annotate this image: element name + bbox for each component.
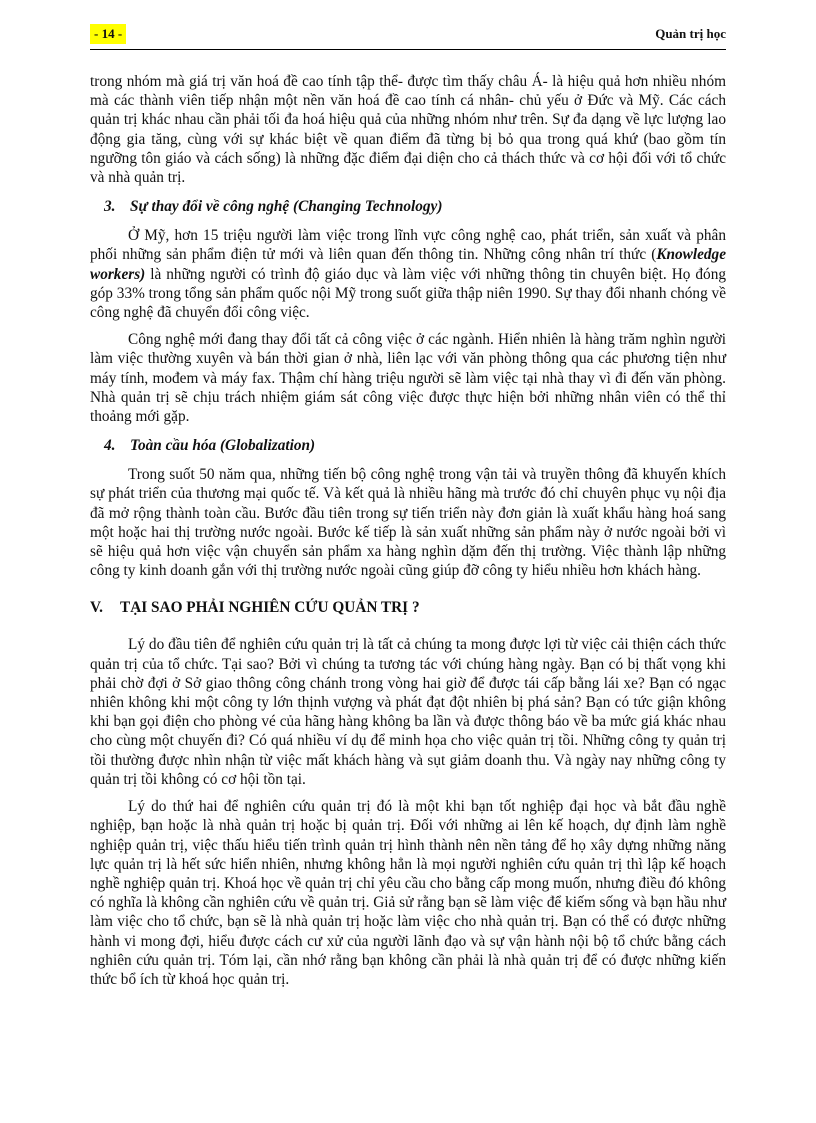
paragraph-secv-1: Lý do đầu tiên để nghiên cứu quản trị là tất cả chúng ta mong được lợi từ việc cải thiện cách thức quản trị của tổ chức. Tại sao? Bởi vì chúng ta tương tác với chúng hàng ngày. Bạn có bị thất vọng khi phải chờ đợi ở Sở giao thông công chánh trong vòng hai giờ để được tái cấp bằng lái xe? Bạn có ngạc nhiên không khi một công ty lớn thịnh vượng và phát đạt đột nhiên bị phá sản? Bạn có tức giận không khi bạn gọi điện cho phòng vé của hãng hàng không ba lần và được thông báo về ba mức giá khác nhau cho cùng một chuyến đi? Có quá nhiều ví dụ để minh họa cho việc quản trị tồi. Những công ty quản trị tồi thường được nhìn nhận từ việc mất khách hàng và sụt giảm doanh thu. Và ngày nay những công ty quản trị tồi không có cơ hội tồn tại. xyxy=(90,636,726,788)
paragraph-intro: trong nhóm mà giá trị văn hoá đề cao tính tập thể- được tìm thấy châu Á- là hiệu quả hơn nhiều nhóm mà các thành viên tiếp nhận một nền văn hoá đề cao tính cá nhân- chủ yếu ở Đức và Mỹ. Các cách quản trị khác nhau cần phải tối đa hoá hiệu quả của những nhóm như trên. Sự đa dạng về lực lượng lao động gia tăng, cùng với sự khác biệt về quan điểm đã từng bị bỏ qua trong quá khứ (bao gồm tín ngưỡng tôn giáo và cách sống) là những đặc điểm đại diện cho cả thách thức và cơ hội đối với tổ chức và nhà quản trị. xyxy=(90,73,726,187)
section-number-v: V. xyxy=(90,599,103,617)
paragraph-secv-2: Lý do thứ hai để nghiên cứu quản trị đó là một khi bạn tốt nghiệp đại học và bắt đầu nghề nghiệp, bạn hoặc là nhà quản trị hoặc bị quản trị. Đối với những ai lên kế hoạch, dự định làm nghề nghiệp quản trị, việc thấu hiểu tiến trình quản trị hình thành nên nền tảng để họ xây dựng những năng lực quản trị là hết sức hiển nhiên, nhưng không hẳn là mọi người nghiên cứu quản trị thì lập kế hoạch nghề nghiệp quản trị. Khoá học về quản trị chỉ yêu cầu cho bằng cấp mong muốn, nhưng điều đó không có nghĩa là không cần nghiên cứu về quản trị. Giả sử rằng bạn sẽ làm việc để kiếm sống và bạn hầu như làm việc cho tổ chức, bạn sẽ là nhà quản trị hoặc làm việc cho nhà quản trị. Bạn có thể có được những hành vi mong đợi, hiểu được cách cư xử của người lãnh đạo và sự vận hành nội bộ tổ chức bằng cách nghiên cứu quản trị. Tóm lại, cần nhớ rằng bạn không cần phải là nhà quản trị để có được những kiến thức bổ ích từ khoá học quản trị. xyxy=(90,798,726,988)
paragraph-sec3-2: Công nghệ mới đang thay đổi tất cả công việc ở các ngành. Hiển nhiên là hàng trăm nghìn người làm việc thường xuyên và bán thời gian ở nhà, liên lạc với văn phòng thông qua các phương tiện như máy tính, mođem và máy fax. Thậm chí hàng triệu người sẽ làm việc tại nhà thay vì đi đến văn phòng. Nhà quản trị sẽ chịu trách nhiệm giám sát công việc được thực hiện bởi những nhân viên có thể thỉ thoảng mới gặp. xyxy=(90,331,726,426)
running-title: Quản trị học xyxy=(655,26,726,41)
section-number-4: 4. xyxy=(104,437,116,455)
header-rule xyxy=(90,49,726,50)
paragraph-sec4-1: Trong suốt 50 năm qua, những tiến bộ công nghệ trong vận tải và truyền thông đã khuyến khích sự phát triển của thương mại quốc tế. Và kết quả là nhiều hãng mà trước đó chỉ chuyên phục vụ nội địa đã mở rộng thành toàn cầu. Bước đầu tiên trong sự tiến triển này đơn giản là xuất khẩu hàng hoá sang một hoặc hai thị trường nước ngoài. Bước kế tiếp là sản xuất những sản phẩm này ở nước ngoài bởi vì sẽ hiệu quả hơn việc vận chuyển sản phẩm xa hàng nghìn dặm đến thị trường. Việc thành lập những công ty kinh doanh gắn với thị trường nước ngoài cũng giúp đỡ công ty hiểu nhiều hơn khách hàng. xyxy=(90,466,726,580)
knowledge-workers-term: Knowledge workers) xyxy=(90,246,726,283)
paragraph-sec3-1 xyxy=(90,226,726,322)
section-heading-4 xyxy=(104,436,726,455)
section-title-4: Toàn cầu hóa (Globalization) xyxy=(130,437,316,455)
paragraph-sec3-1-part-b: là những người có trình độ giáo dục và làm việc với những thông tin chuyên biệt. Họ đóng góp 33% trong tổng sản phẩm quốc nội Mỹ trong suốt giữa thập niên 1990. Sự thay đổi nhanh chóng về công nghệ đã chuyển đổi công việc. xyxy=(90,265,726,322)
paragraph-sec3-1-part-a: Ở Mỹ, hơn 15 triệu người làm việc trong lĩnh vực công nghệ cao, phát triển, sản xuất và phân phối những sản phẩm điện tử mới và liên quan đến thông tin. Những công nhân trí thức ( xyxy=(90,227,726,264)
section-heading-3 xyxy=(104,197,726,216)
page-number: - 14 - xyxy=(90,24,126,44)
section-title-v: TẠI SAO PHẢI NGHIÊN CỨU QUẢN TRỊ ? xyxy=(120,599,420,617)
section-title-3: Sự thay đổi về công nghệ (Changing Technology) xyxy=(130,198,443,216)
page-body xyxy=(90,72,726,989)
section-number-3: 3. xyxy=(104,198,116,216)
section-heading-v xyxy=(90,598,726,617)
page-header xyxy=(90,20,726,50)
